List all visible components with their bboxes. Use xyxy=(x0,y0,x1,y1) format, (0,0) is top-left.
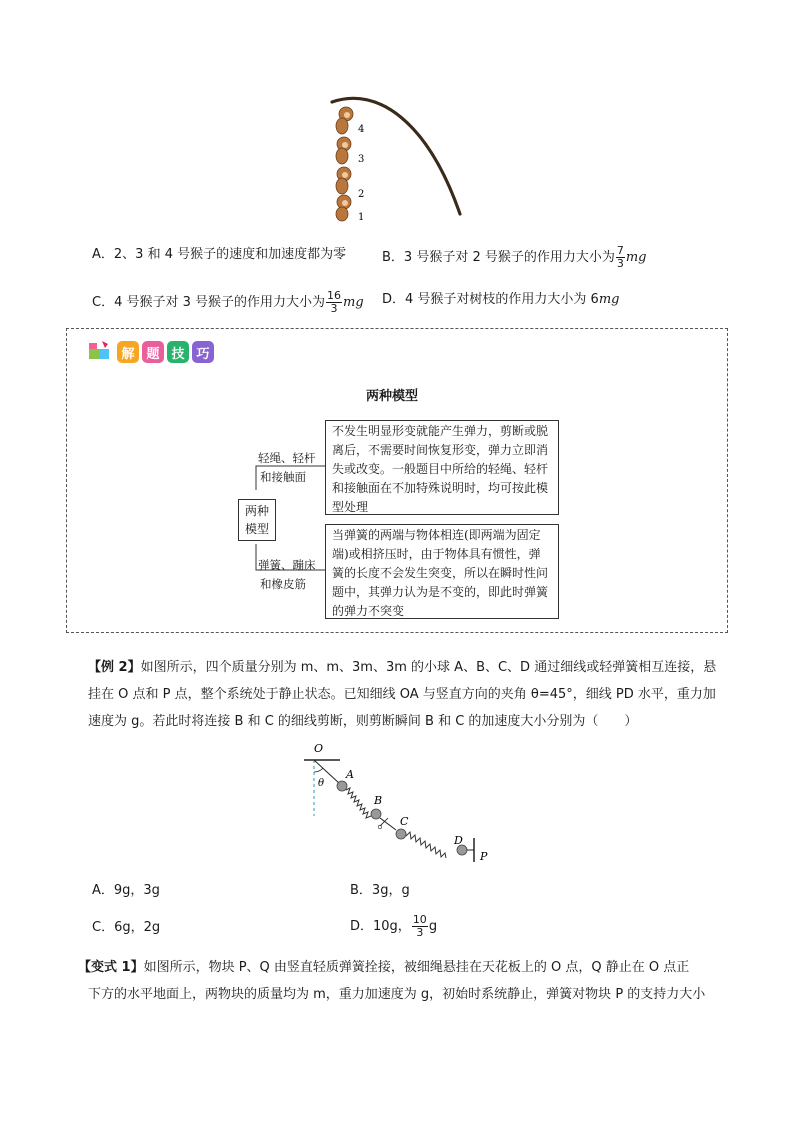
q1-option-b xyxy=(382,245,647,270)
unit: mg xyxy=(598,292,620,307)
fraction xyxy=(616,245,625,270)
branch2-line2: 和橡皮筋 xyxy=(260,577,306,591)
q1-option-c-text: C．4 号猴子对 3 号猴子的作用力大小为 xyxy=(92,295,326,310)
variant1-line1: 如图所示，物块 P、Q 由竖直轻质弹簧拴接，被细绳悬挂在天花板上的 O 点，Q 静止在 O 点正 xyxy=(143,960,690,975)
puzzle-icon xyxy=(88,340,114,364)
example2-option-b: B．3g，g xyxy=(350,883,410,898)
q1-option-a: A．2、3 和 4 号猴子的速度和加速度都为零 xyxy=(92,247,347,262)
q1-option-b-text: B．3 号猴子对 2 号猴子的作用力大小为 xyxy=(382,250,615,265)
numerator: 7 xyxy=(616,244,624,257)
label-D: D xyxy=(454,834,463,847)
example2-option-a: A．9g，3g xyxy=(92,883,160,898)
example2-option-d xyxy=(350,914,437,939)
fraction xyxy=(412,914,428,939)
tip-badge-char-3: 技 xyxy=(167,341,189,363)
monkey-label-2: 2 xyxy=(358,189,365,200)
q1-option-d xyxy=(382,290,619,310)
label-B: B xyxy=(374,794,383,807)
branch2-line1: 弹簧、蹦床 xyxy=(258,558,316,572)
example2-tag: 【例 2】 xyxy=(88,660,141,675)
tip-badge xyxy=(88,340,214,364)
tip-badge-char-1: 解 xyxy=(117,341,139,363)
example2-line3: 速度为 g。若此时将连接 B 和 C 的细线剪断，则剪断瞬间 B 和 C 的加速度大小分别为（ ） xyxy=(88,714,638,729)
branch1-line2: 和接触面 xyxy=(260,470,306,484)
model-root xyxy=(238,499,276,541)
label-theta: θ xyxy=(318,778,325,789)
monkey-label-1: 1 xyxy=(358,212,365,223)
tip-badge-char-4: 巧 xyxy=(192,341,214,363)
example2-option-d-text: D．10g， xyxy=(350,919,411,934)
monkey-label-3: 3 xyxy=(358,154,365,165)
model-root-line2: 模型 xyxy=(244,522,269,536)
label-C: C xyxy=(400,815,409,828)
monkey-label-4: 4 xyxy=(358,124,365,135)
unit: mg xyxy=(625,250,647,265)
branch1-line1: 轻绳、轻杆 xyxy=(258,451,316,465)
numerator: 16 xyxy=(327,289,342,302)
q1-option-c xyxy=(92,290,364,315)
model1-description: 不发生明显形变就能产生弹力，剪断或脱离后，不需要时间恢复形变，弹力立即消失或改变。一般题目中所给的轻绳、轻杆和接触面在不加特殊说明时，均可按此模型处理 xyxy=(325,420,559,515)
label-P: P xyxy=(480,850,488,863)
example2-line1: 如图所示，四个质量分别为 m、m、3m、3m 的小球 A、B、C、D 通过细线或轻弹簧相互连接，悬 xyxy=(140,660,717,675)
numerator: 10 xyxy=(412,913,427,926)
monkey-branch-figure xyxy=(318,92,468,232)
variant1-line2: 下方的水平地面上，两物块的质量均为 m，重力加速度为 g，初始时系统静止，弹簧对物块 P 的支持力大小 xyxy=(88,987,706,1002)
unit: g xyxy=(428,919,438,934)
model-root-line1: 两种 xyxy=(244,504,269,518)
q1-option-d-text: D．4 号猴子对树枝的作用力大小为 6 xyxy=(382,292,599,307)
tip-badge-char-2: 题 xyxy=(142,341,164,363)
variant1-tag: 【变式 1】 xyxy=(78,960,144,975)
tip-title: 两种模型 xyxy=(366,389,419,404)
example2-option-c: C．6g，2g xyxy=(92,920,161,935)
unit: mg xyxy=(343,295,364,310)
label-O: O xyxy=(314,742,324,755)
denominator: 3 xyxy=(616,257,624,270)
example2-line2: 挂在 O 点和 P 点，整个系统处于静止状态。已知细线 OA 与竖直方向的夹角 θ=45°，细线 PD 水平，重力加 xyxy=(88,687,716,702)
variant1-paragraph xyxy=(78,954,738,1008)
label-A: A xyxy=(346,768,354,781)
model2-description: 当弹簧的两端与物体相连(即两端为固定端)或相挤压时，由于物体具有惯性，弹簧的长度不会发生突变，所以在瞬时性问题中，其弹力认为是不变的，即此时弹簧的弹力不突变 xyxy=(325,524,559,619)
spring-ball-figure xyxy=(296,738,506,868)
denominator: 3 xyxy=(416,926,424,939)
denominator: 3 xyxy=(330,302,338,315)
fraction xyxy=(326,290,342,315)
example2-paragraph xyxy=(88,654,728,735)
